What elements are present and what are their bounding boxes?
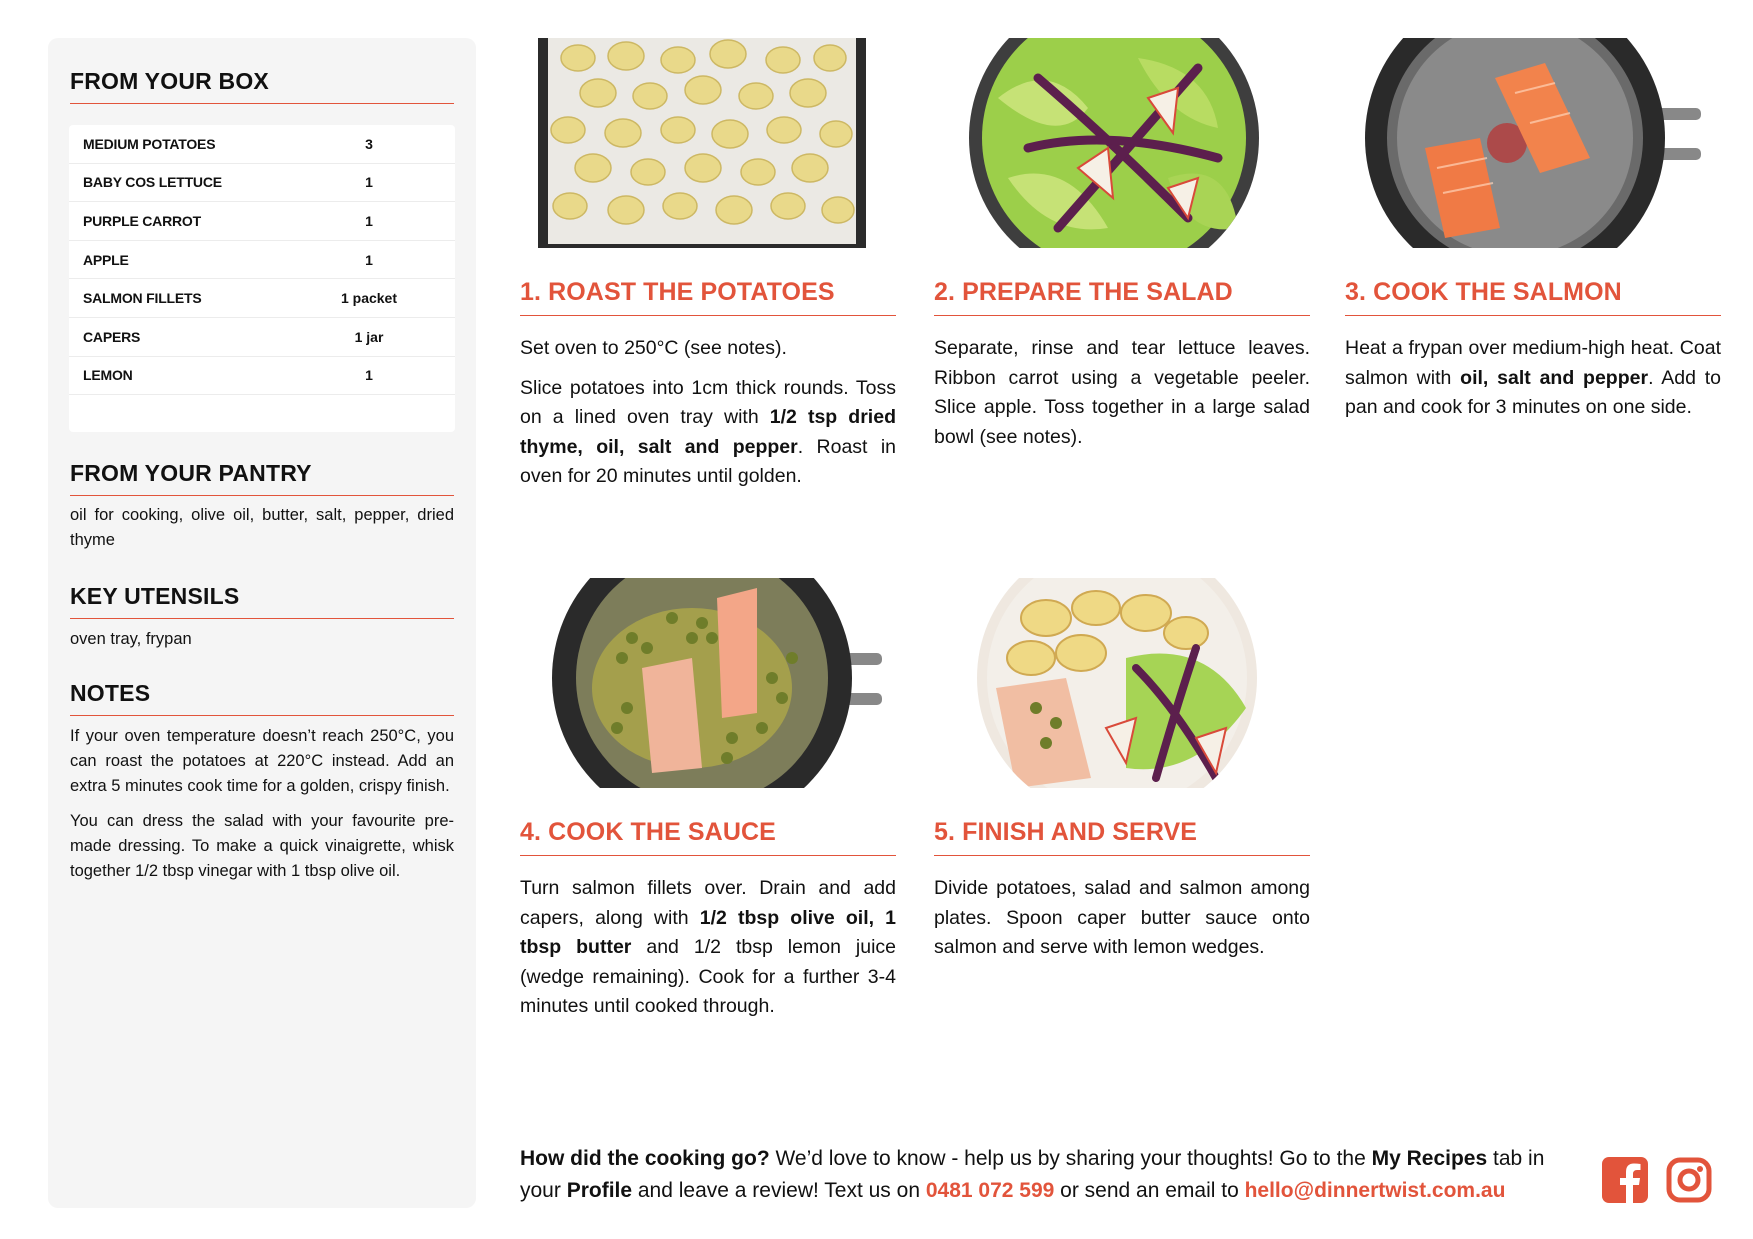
- caper-sauce-photo: [552, 578, 882, 788]
- footer-text: or send an email to: [1054, 1179, 1245, 1202]
- step-title: 5. FINISH AND SERVE: [934, 818, 1310, 856]
- step-paragraph: [1345, 334, 1721, 423]
- step-body: [934, 334, 1310, 452]
- ingredient-qty: 1 jar: [354, 328, 384, 345]
- plated-dish-photo: [976, 578, 1258, 788]
- note-paragraph: You can dress the salad with your favourite pre-made dressing. To make a quick vinaigrette, whisk together 1/2 tbsp vinegar with 1 tbsp olive oil.: [70, 812, 454, 880]
- step-paragraph: Separate, rinse and tear lettuce leaves. Ribbon carrot using a vegetable peeler. Slice apple. Toss together in a large salad bowl (see notes).: [934, 337, 1310, 448]
- ingredient-qty: 1: [365, 174, 373, 191]
- table-row: [69, 241, 455, 280]
- step-title: 2. PREPARE THE SALAD: [934, 278, 1310, 316]
- step-text-bold: 1/2 tsp dried thyme, oil, salt and pepper: [520, 406, 896, 458]
- ingredient-name: SALMON FILLETS: [83, 290, 202, 307]
- profile-label: Profile: [566, 1179, 633, 1202]
- ingredient-name: BABY COS LETTUCE: [83, 174, 222, 191]
- roast-potatoes-photo: [538, 38, 866, 248]
- table-row: [69, 125, 455, 164]
- pantry-section-title: FROM YOUR PANTRY: [70, 460, 454, 496]
- ingredient-qty: 1: [365, 367, 373, 384]
- ingredient-name: PURPLE CARROT: [83, 212, 201, 229]
- table-row: [69, 318, 455, 357]
- facebook-icon[interactable]: [1602, 1157, 1648, 1208]
- ingredient-qty: 1 packet: [340, 290, 398, 307]
- step-text: Slice potatoes into 1cm thick rounds. Toss on a lined oven tray with: [520, 376, 896, 428]
- ingredient-name: MEDIUM POTATOES: [83, 135, 216, 152]
- step-paragraph: Set oven to 250°C (see notes).: [520, 337, 787, 359]
- step-paragraph: Divide potatoes, salad and salmon among plates. Spoon caper butter sauce onto salmon and serve with lemon wedges.: [934, 877, 1310, 958]
- table-row: [69, 164, 455, 203]
- step-text: and 1/2 tbsp lemon juice (wedge remaining). Cook for a further 3-4 minutes until cooked through.: [520, 936, 896, 1017]
- step-title: 3. COOK THE SALMON: [1345, 278, 1721, 316]
- step-text-bold: oil, salt and pepper: [1460, 366, 1649, 389]
- phone-number[interactable]: 0481 072 599: [925, 1179, 1055, 1202]
- email-link[interactable]: hello@dinnertwist.com.au: [1244, 1179, 1506, 1202]
- review-footer: [520, 1143, 1580, 1207]
- step-4: [520, 578, 896, 1048]
- step-body: [520, 874, 896, 1022]
- instagram-icon[interactable]: [1666, 1157, 1712, 1208]
- step-5: [934, 578, 1310, 1048]
- box-ingredients-table: [69, 125, 455, 432]
- step-paragraph: [520, 374, 896, 492]
- table-row: [69, 357, 455, 396]
- note-paragraph: If your oven temperature doesn’t reach 250°C, you can roast the potatoes at 220°C instead. Add an extra 5 minutes cook time for a golden, crispy finish.: [70, 727, 454, 795]
- step-text: . Add to pan and cook for 3 minutes on one side.: [1345, 366, 1722, 418]
- ingredient-qty: 1: [365, 212, 373, 229]
- step-body: [934, 874, 1310, 963]
- step-1: [520, 38, 896, 498]
- pantry-text: oil for cooking, olive oil, butter, salt, pepper, dried thyme: [70, 506, 454, 549]
- ingredient-name: LEMON: [83, 367, 133, 384]
- box-section-title: FROM YOUR BOX: [70, 68, 454, 104]
- step-text: Turn salmon fillets over. Drain and add capers, along with: [520, 877, 896, 929]
- table-row: [69, 279, 455, 318]
- utensils-section-title: KEY UTENSILS: [70, 583, 454, 619]
- ingredients-sidebar: [48, 38, 476, 1208]
- ingredient-qty: 3: [365, 135, 373, 152]
- table-row: [69, 202, 455, 241]
- ingredient-qty: 1: [365, 251, 373, 268]
- step-title: 1. ROAST THE POTATOES: [520, 278, 896, 316]
- step-text: Heat a frypan over medium-high heat. Coat salmon with: [1345, 337, 1721, 389]
- footer-text: tab in your: [520, 1147, 1545, 1202]
- salad-photo: [968, 38, 1260, 248]
- step-2: [934, 38, 1310, 498]
- step-title: 4. COOK THE SAUCE: [520, 818, 896, 856]
- footer-text: and leave a review! Text us on: [632, 1179, 926, 1202]
- salmon-pan-photo: [1365, 38, 1701, 248]
- step-text-bold: 1/2 tbsp olive oil, 1 tbsp butter: [520, 906, 897, 958]
- step-3: [1345, 38, 1721, 498]
- ingredient-name: CAPERS: [83, 328, 141, 345]
- notes-text: [70, 724, 454, 884]
- ingredient-name: APPLE: [83, 251, 129, 268]
- my-recipes-label: My Recipes: [1371, 1147, 1488, 1170]
- utensils-text: oven tray, frypan: [70, 630, 192, 648]
- step-paragraph: [520, 874, 896, 1022]
- step-text: . Roast in oven for 20 minutes until golden.: [520, 435, 897, 487]
- step-body: [1345, 334, 1721, 423]
- notes-section-title: NOTES: [70, 680, 454, 716]
- footer-question: How did the cooking go?: [520, 1147, 770, 1170]
- footer-text: We’d love to know - help us by sharing your thoughts! Go to the: [769, 1147, 1372, 1170]
- step-body: [520, 334, 896, 492]
